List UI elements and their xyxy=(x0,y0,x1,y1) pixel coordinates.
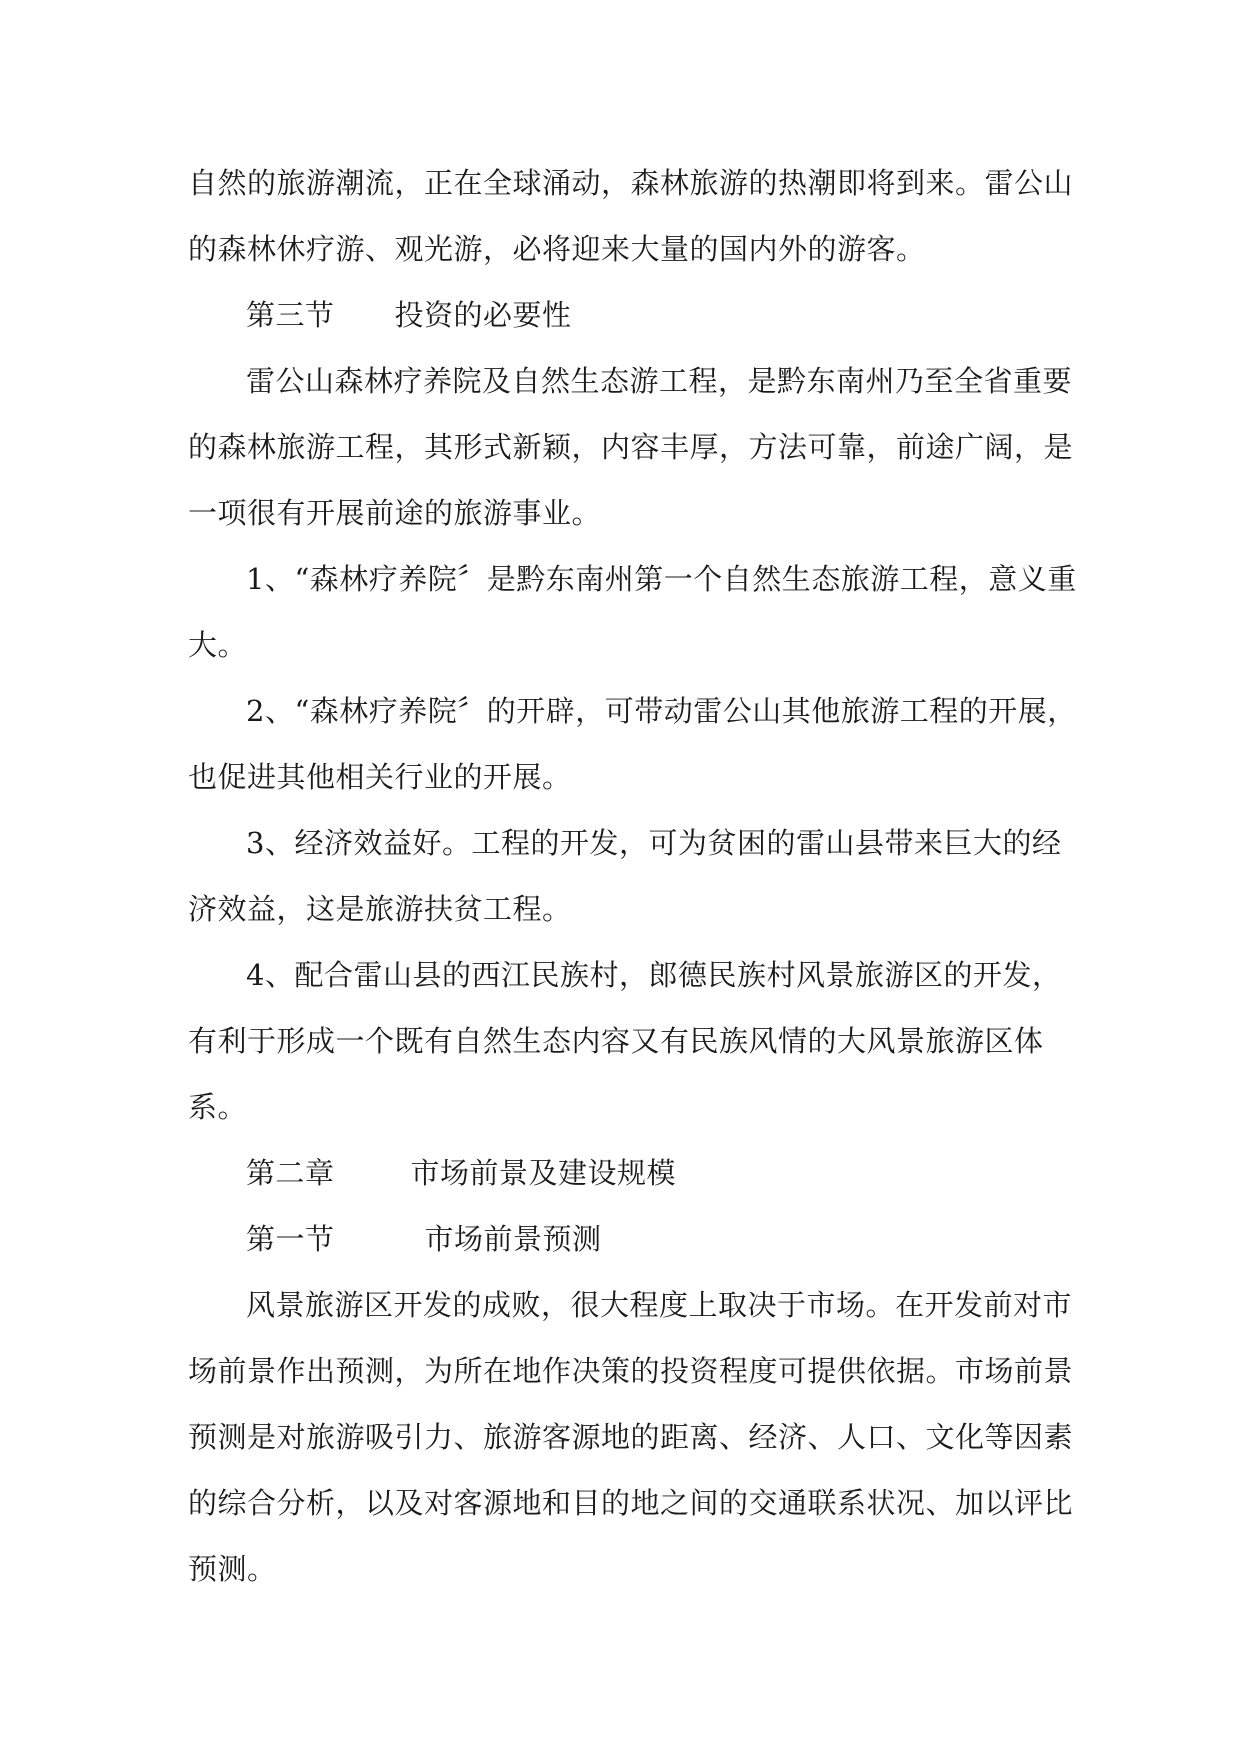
chapter-heading-2 xyxy=(188,1140,1058,1206)
text-line: 雷公山森林疗养院及自然生态游工程，是黔东南州乃至全省重要 xyxy=(246,364,1073,398)
text-line: 的森林旅游工程，其形式新颖，内容丰厚，方法可靠，前途广阔，是 xyxy=(188,430,1074,464)
section-number: 第三节 xyxy=(246,298,335,332)
text-line: 4、配合雷山县的西江民族村，郎德民族村风景旅游区的开发， xyxy=(246,958,1062,992)
paragraph-intro xyxy=(188,150,1074,282)
chapter-number: 第二章 xyxy=(246,1156,335,1190)
text-line: 的森林休疗游、观光游，必将迎来大量的国内外的游客。 xyxy=(188,232,926,266)
text-line: 预测是对旅游吸引力、旅游客源地的距离、经济、人口、文化等因素 xyxy=(188,1420,1074,1454)
text-line: 大。 xyxy=(188,628,248,662)
section-title: 市场前景预测 xyxy=(424,1222,602,1256)
text-line: 场前景作出预测，为所在地作决策的投资程度可提供依据。市场前景 xyxy=(188,1354,1074,1388)
text-line: 的综合分析，以及对客源地和目的地之间的交通联系状况、加以评比 xyxy=(188,1486,1074,1520)
section-heading-1 xyxy=(188,1206,1058,1272)
text-line: 自然的旅游潮流，正在全球涌动，森林旅游的热潮即将到来。雷公山 xyxy=(188,166,1074,200)
paragraph-necessity xyxy=(188,348,1074,546)
paragraph-market xyxy=(188,1272,1074,1602)
text-line: 系。 xyxy=(188,1090,248,1124)
text-line: 预测。 xyxy=(188,1552,277,1586)
text-line: 也促进其他相关行业的开展。 xyxy=(188,760,572,794)
text-line: 3、经济效益好。工程的开发，可为贫困的雷山县带来巨大的经 xyxy=(246,826,1062,860)
section-number: 第一节 xyxy=(246,1222,335,1256)
text-line: 一项很有开展前途的旅游事业。 xyxy=(188,496,602,530)
text-line: 2、“森林疗养院〞的开辟，可带动雷公山其他旅游工程的开展， xyxy=(246,694,1077,728)
list-item-1 xyxy=(188,546,1077,678)
chapter-title: 市场前景及建设规模 xyxy=(410,1156,677,1190)
text-line: 1、“森林疗养院〞是黔东南州第一个自然生态旅游工程，意义重 xyxy=(246,562,1077,596)
text-line: 有利于形成一个既有自然生态内容又有民族风情的大风景旅游区体 xyxy=(188,1024,1044,1058)
section-heading-3 xyxy=(188,282,1058,348)
list-item-3 xyxy=(188,810,1062,942)
document-page xyxy=(188,150,1077,1602)
text-line: 风景旅游区开发的成败，很大程度上取决于市场。在开发前对市 xyxy=(246,1288,1073,1322)
section-title: 投资的必要性 xyxy=(394,298,572,332)
list-item-2 xyxy=(188,678,1077,810)
list-item-4 xyxy=(188,942,1062,1140)
text-line: 济效益，这是旅游扶贫工程。 xyxy=(188,892,572,926)
